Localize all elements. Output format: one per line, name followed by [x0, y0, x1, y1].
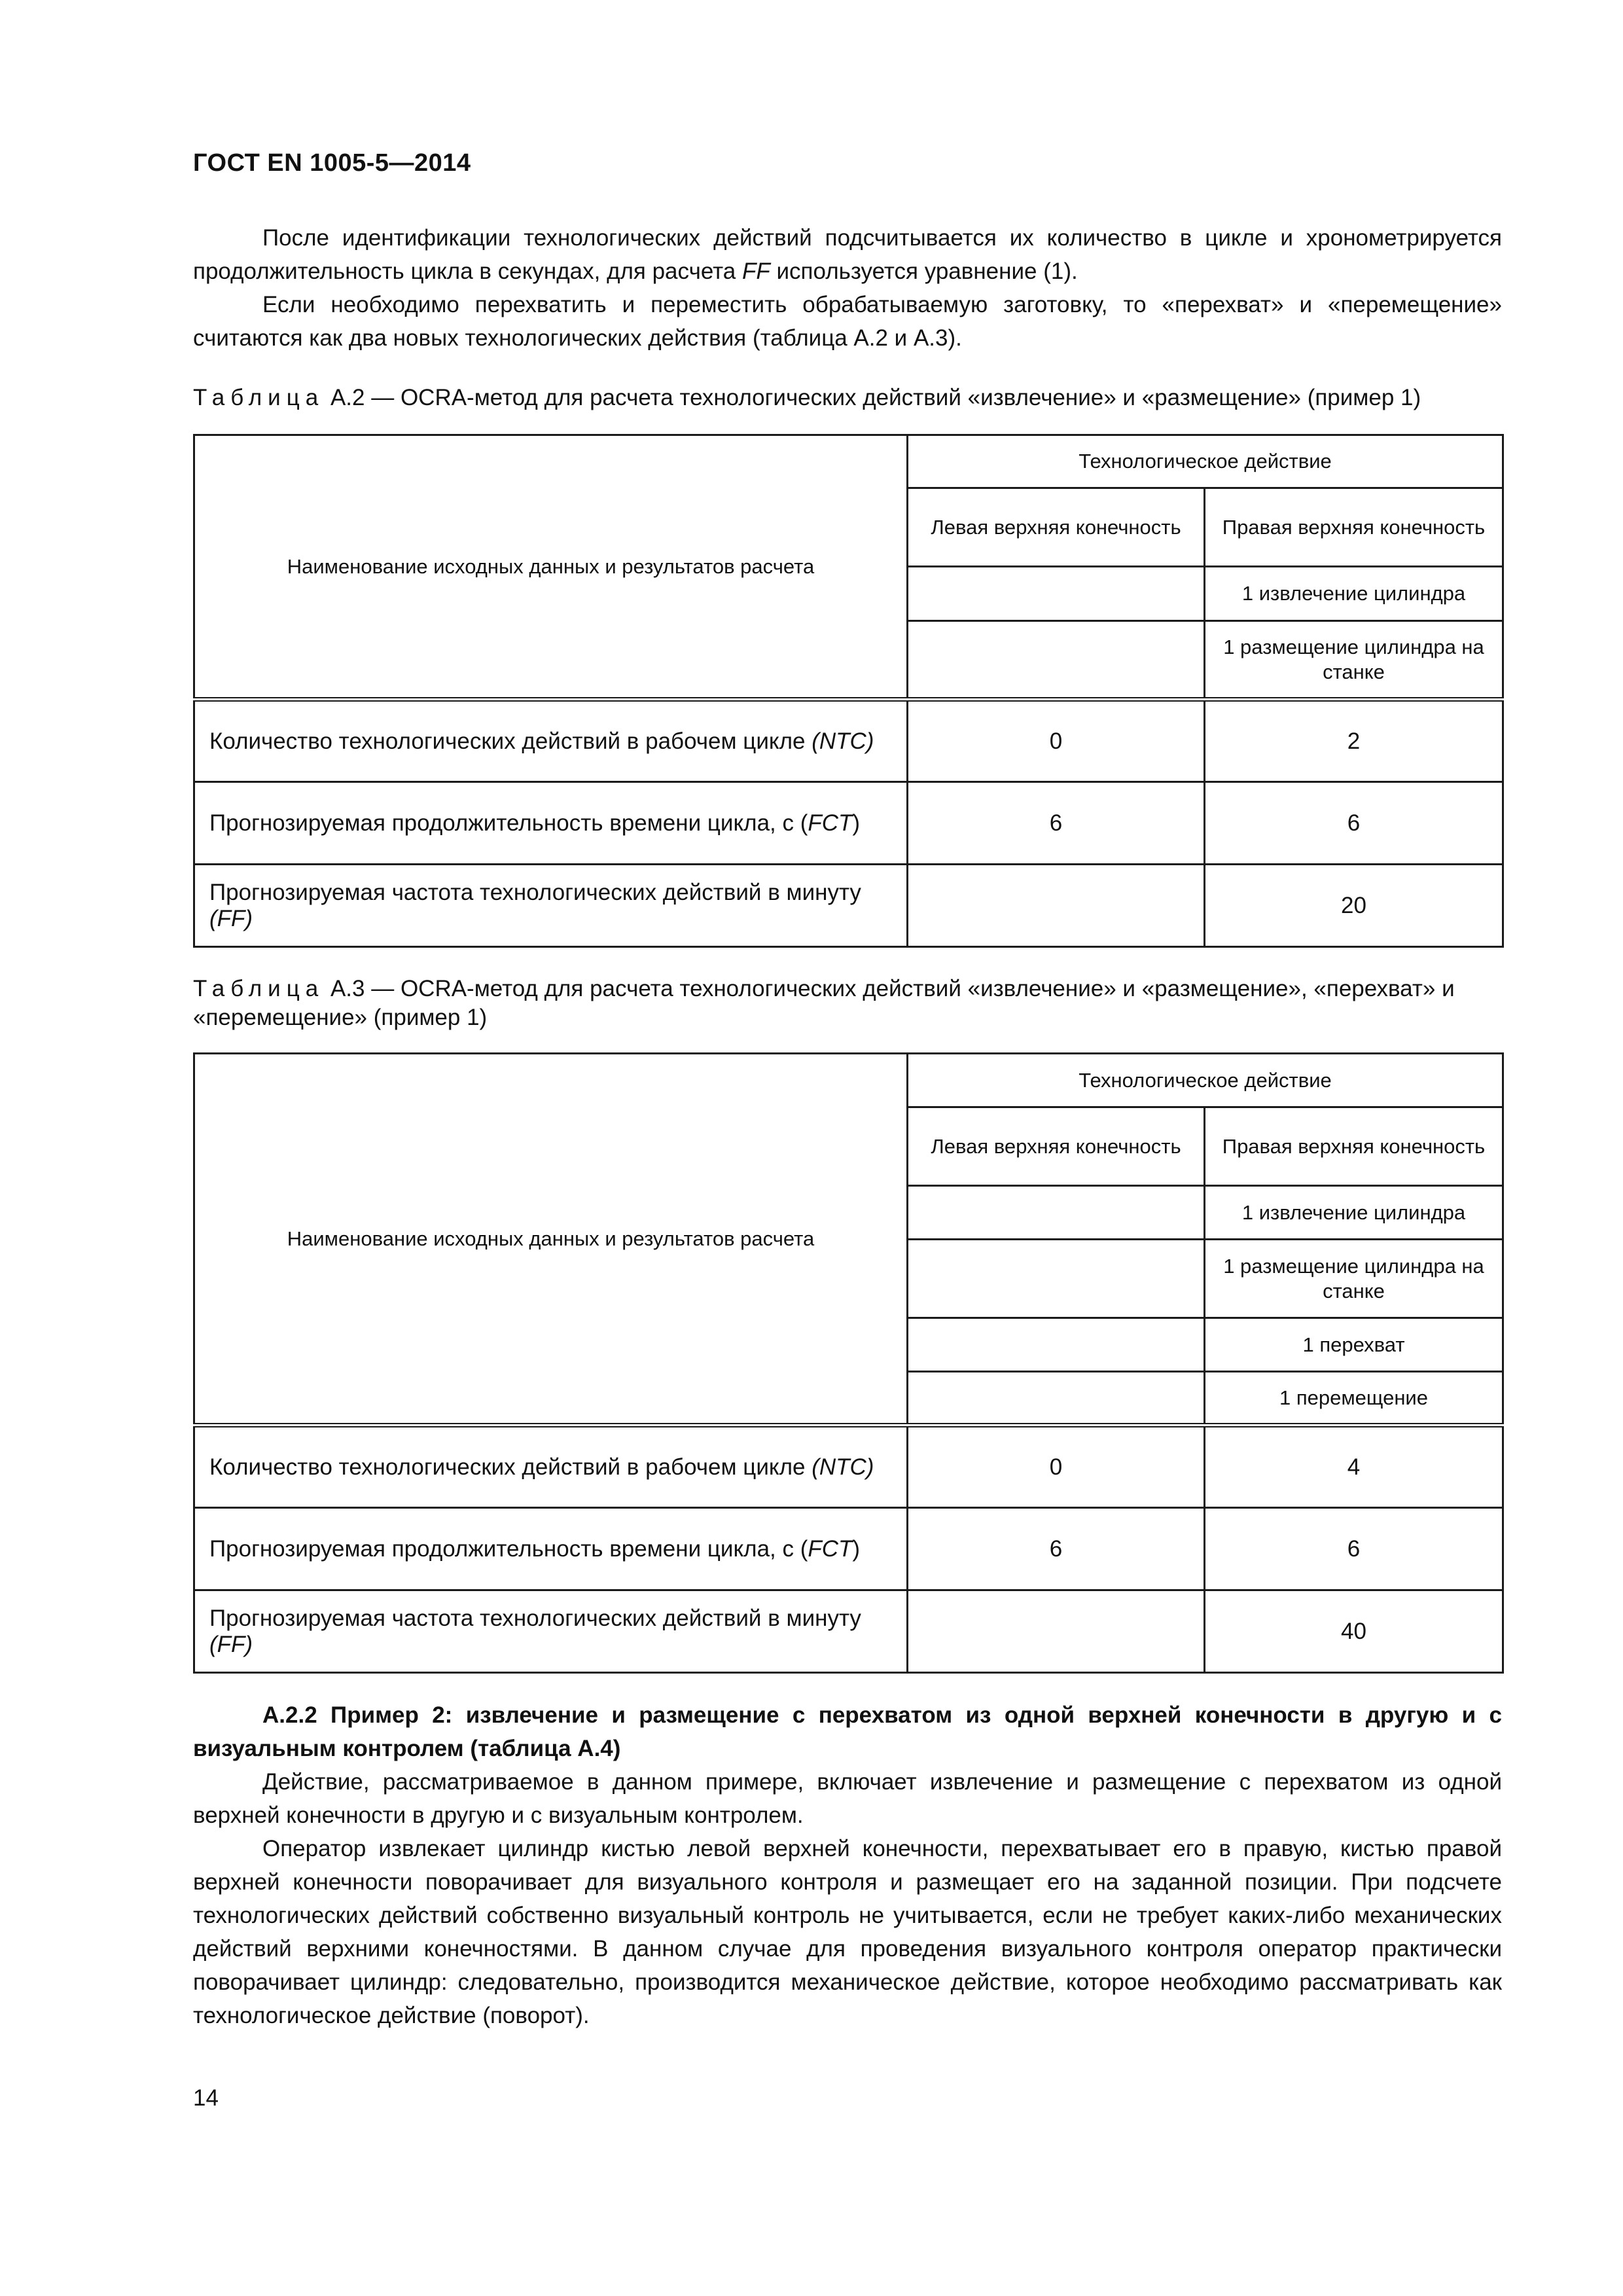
table-a3-action-right: 1 извлечение цилиндра	[1205, 1186, 1503, 1240]
table-a2-action-right: 1 извлечение цилиндра	[1205, 567, 1503, 621]
table-a2-value-right: 6	[1205, 782, 1503, 865]
table-a3-row-label: Прогнозируемая продолжительность времени цикла, с (FCT)	[194, 1508, 908, 1590]
table-a2-col-left: Левая верхняя конечность	[908, 488, 1205, 567]
section-paragraph-2-text: Оператор извлекает цилиндр кистью левой верхней конечности, перехватывает его в правую, кистью правой верхней конечности поворачивает для визуального контроля и размещает его на заданной позиции. При подсчете технологических действий собственно визуальный контроль не учитывается, если не требует каких-либо механических действий верхними конечностями. В данном случае для проведения визуального контроля оператор практически поворачивает цилиндр: следовательно, производится механическое действие, которое необходимо рассматривать как технологическое действие (поворот).	[193, 1836, 1502, 2028]
table-a3-value-left: 0	[908, 1426, 1205, 1508]
table-a3-action-right: 1 перемещение	[1205, 1372, 1503, 1426]
section-paragraph-1-text: Действие, рассматриваемое в данном примере, включает извлечение и размещение с перехватом из одной верхней конечности в другую и с визуальным контролем.	[193, 1769, 1502, 1828]
caption-word: Таблица	[193, 976, 325, 1001]
table-a2-name-header: Наименование исходных данных и результатов расчета	[194, 435, 908, 700]
table-a3-value-left: 6	[908, 1508, 1205, 1590]
table-a2-col-right: Правая верхняя конечность	[1205, 488, 1503, 567]
page-number: 14	[193, 2085, 219, 2111]
intro-paragraph-1-tail: используется уравнение (1).	[770, 259, 1078, 284]
table-a3-row-label: Количество технологических действий в рабочем цикле (NTC)	[194, 1426, 908, 1508]
document-header: ГОСТ EN 1005-5—2014	[193, 149, 471, 177]
intro-paragraph-2	[193, 288, 1502, 355]
section-heading	[193, 1698, 1502, 1765]
table-a2-caption	[193, 384, 1502, 412]
table-a3-name-header: Наименование исходных данных и результатов расчета	[194, 1054, 908, 1426]
table-a3-value-left	[908, 1590, 1205, 1673]
table-a3	[193, 1052, 1504, 1674]
table-a3-col-left: Левая верхняя конечность	[908, 1107, 1205, 1186]
table-a2-action-right: 1 размещение цилиндра на станке	[1205, 621, 1503, 700]
table-a3-action-left-empty	[908, 1318, 1205, 1372]
table-a2-row-label: Прогнозируемая частота технологических действий в минуту (FF)	[194, 865, 908, 947]
table-a3-group-header: Технологическое действие	[908, 1054, 1503, 1107]
table-a2-value-left	[908, 865, 1205, 947]
table-a3-action-left-empty	[908, 1240, 1205, 1318]
table-a2	[193, 434, 1504, 948]
caption-word: Таблица	[193, 385, 325, 410]
table-a3-action-left-empty	[908, 1186, 1205, 1240]
table-a2-action-left-empty	[908, 621, 1205, 700]
section-heading-text: А.2.2 Пример 2: извлечение и размещение с перехватом из одной верхней конечности в другую и с визуальным контролем (таблица А.4)	[193, 1702, 1502, 1761]
table-a3-caption	[193, 975, 1502, 1032]
table-a2-group-header: Технологическое действие	[908, 435, 1503, 488]
table-a2-value-left: 6	[908, 782, 1205, 865]
table-a3-action-left-empty	[908, 1372, 1205, 1426]
intro-paragraph-2-text: Если необходимо перехватить и переместить обрабатываемую заготовку, то «перехват» и «перемещение» считаются как два новых технологических действия (таблица А.2 и А.3).	[193, 292, 1502, 351]
table-a3-value-right: 40	[1205, 1590, 1503, 1673]
intro-paragraph-1	[193, 221, 1502, 288]
section-paragraph-2	[193, 1832, 1502, 2032]
caption-text: А.2 — OCRA-метод для расчета технологических действий «извлечение» и «размещение» (пример 1)	[324, 385, 1421, 410]
table-a3-action-right: 1 перехват	[1205, 1318, 1503, 1372]
intro-paragraph-1-text: После идентификации технологических действий подсчитывается их количество в цикле и хронометрируется продолжительность цикла в секундах, для расчета	[193, 225, 1502, 284]
table-a2-action-left-empty	[908, 567, 1205, 621]
table-a2-value-right: 20	[1205, 865, 1503, 947]
table-a3-col-right: Правая верхняя конечность	[1205, 1107, 1503, 1186]
table-a2-value-left: 0	[908, 700, 1205, 782]
table-a3-value-right: 4	[1205, 1426, 1503, 1508]
section-paragraph-1	[193, 1765, 1502, 1832]
caption-text: А.3 — OCRA-метод для расчета технологических действий «извлечение» и «размещение», «перехват» и «перемещение» (пример 1)	[193, 976, 1455, 1030]
table-a2-value-right: 2	[1205, 700, 1503, 782]
table-a3-row-label: Прогнозируемая частота технологических действий в минуту (FF)	[194, 1590, 908, 1673]
table-a3-value-right: 6	[1205, 1508, 1503, 1590]
table-a3-action-right: 1 размещение цилиндра на станке	[1205, 1240, 1503, 1318]
table-a2-row-label: Количество технологических действий в рабочем цикле (NTC)	[194, 700, 908, 782]
table-a2-row-label: Прогнозируемая продолжительность времени цикла, с (FCT)	[194, 782, 908, 865]
formula-symbol-ff: FF	[742, 259, 770, 284]
